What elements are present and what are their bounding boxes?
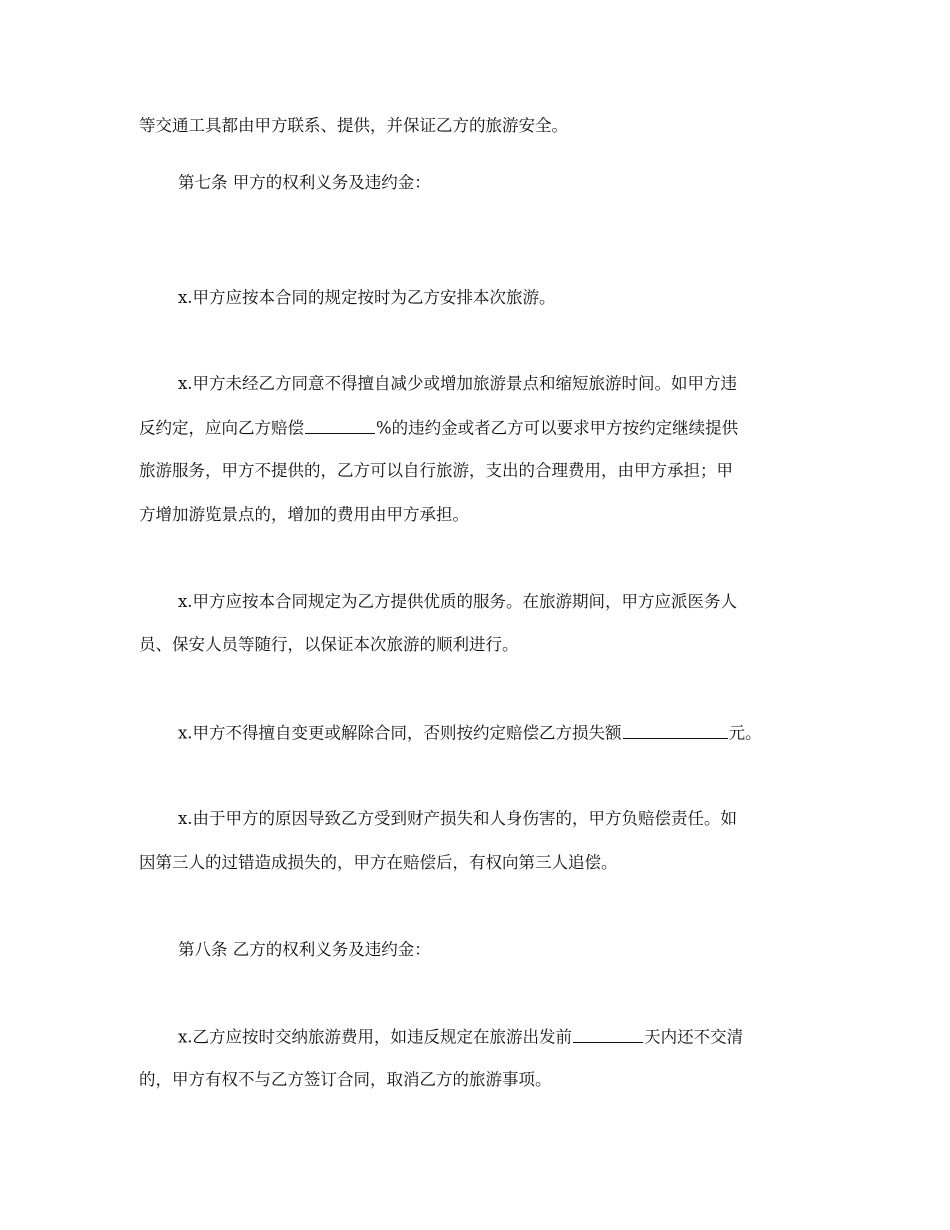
text-line: x.由于甲方的原因导致乙方受到财产损失和人身伤害的，甲方负赔偿责任。如	[178, 809, 738, 828]
text-segment: x.乙方应按时交纳旅游费用，如违反规定在旅游出发前	[178, 1027, 573, 1047]
text-line: 员、保安人员等随行，以保证本次旅游的顺利进行。	[139, 635, 519, 654]
text-segment: %的违约金或者乙方可以要求甲方按约定继续提供	[376, 418, 739, 438]
text-line-with-blank	[178, 1025, 743, 1049]
text-segment: x.甲方不得擅自变更或解除合同，否则按约定赔偿乙方损失额	[178, 723, 622, 743]
text-line: 等交通工具都由甲方联系、提供，并保证乙方的旅游安全。	[139, 116, 568, 135]
amount-blank	[623, 721, 728, 739]
text-line: 的，甲方有权不与乙方签订合同，取消乙方的旅游事项。	[139, 1070, 552, 1089]
days-blank	[573, 1025, 643, 1043]
text-line: 方增加游览景点的，增加的费用由甲方承担。	[139, 505, 469, 524]
text-line-with-blank	[139, 416, 738, 440]
text-line-with-blank	[178, 721, 762, 745]
text-segment: 天内还不交清	[644, 1027, 744, 1047]
text-line: x.甲方应按本合同规定为乙方提供优质的服务。在旅游期间，甲方应派医务人	[178, 592, 738, 611]
percentage-blank	[305, 416, 375, 434]
text-segment: 反约定，应向乙方赔偿	[139, 418, 304, 438]
text-line: 旅游服务，甲方不提供的，乙方可以自行旅游，支出的合理费用，由甲方承担；甲	[139, 461, 733, 480]
text-line: 因第三人的过错造成损失的，甲方在赔偿后，有权向第三人追偿。	[139, 853, 618, 872]
text-line: x.甲方应按本合同的规定按时为乙方安排本次旅游。	[178, 288, 556, 307]
article-7-heading: 第七条 甲方的权利义务及违约金：	[178, 173, 431, 192]
text-line: x.甲方未经乙方同意不得擅自减少或增加旅游景点和缩短旅游时间。如甲方违	[178, 374, 738, 393]
text-segment: 元。	[728, 723, 762, 743]
article-8-heading: 第八条 乙方的权利义务及违约金：	[178, 940, 431, 959]
